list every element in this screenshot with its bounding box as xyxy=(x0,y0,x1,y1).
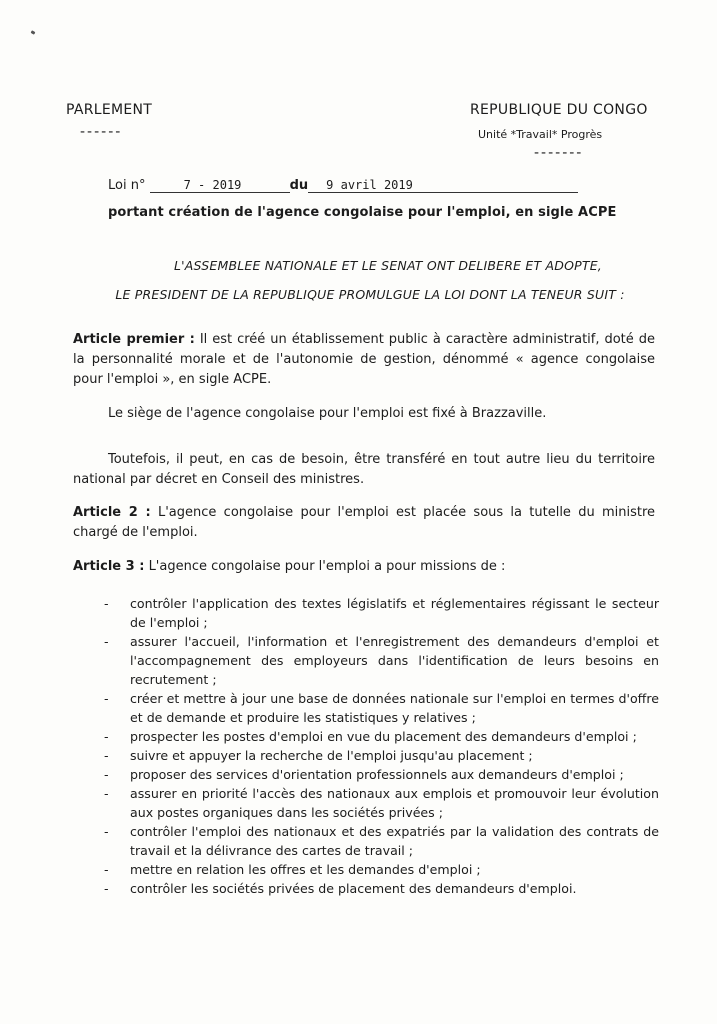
article-1-label: Article premier : xyxy=(73,332,195,347)
law-date: 9 avril 2019 xyxy=(308,178,578,193)
law-subtitle: portant création de l'agence congolaise pour l'emploi, en sigle ACPE xyxy=(108,205,617,220)
preamble-line-2: LE PRESIDENT DE LA REPUBLIQUE PROMULGUE LA LOI DONT LA TENEUR SUIT : xyxy=(115,287,625,302)
parliament-title: PARLEMENT xyxy=(66,102,153,118)
list-item: - suivre et appuyer la recherche de l'emploi jusqu'au placement ; xyxy=(104,748,533,763)
list-item: - contrôler l'application des textes législatifs et réglementaires régissant le secteur de l'emploi ; xyxy=(104,596,659,630)
republic-header xyxy=(470,102,670,161)
bullet-dash: - xyxy=(104,786,109,801)
missions-list xyxy=(104,594,659,898)
parliament-header xyxy=(66,102,152,140)
article-3-text: L'agence congolaise pour l'emploi a pour missions de : xyxy=(148,559,506,574)
republic-motto: Unité *Travail* Progrès xyxy=(478,128,603,141)
parliament-dashes: ------ xyxy=(80,124,123,140)
article-3-label: Article 3 : xyxy=(73,559,145,574)
bullet-dash: - xyxy=(104,596,109,611)
article-2-label: Article 2 : xyxy=(73,505,151,520)
bullet-dash: - xyxy=(104,881,109,896)
bullet-dash: - xyxy=(104,691,109,706)
list-item: - mettre en relation les offres et les demandes d'emploi ; xyxy=(104,862,481,877)
law-number: 7 - 2019 xyxy=(150,178,290,193)
republic-dashes: ------- xyxy=(534,145,584,161)
article-1-transfer-paragraph: Toutefois, il peut, en cas de besoin, être transféré en tout autre lieu du territoire national par décret en Conseil des ministres. xyxy=(73,452,655,487)
law-date-prefix: du xyxy=(289,178,309,193)
bullet-dash: - xyxy=(104,748,109,763)
article-1-paragraph xyxy=(73,330,655,390)
list-item: - proposer des services d'orientation professionnels aux demandeurs d'emploi ; xyxy=(104,767,624,782)
list-item: - assurer en priorité l'accès des nationaux aux emplois et promouvoir leur évolution aux postes organiques dans les sociétés privées ; xyxy=(104,786,659,820)
article-2-text: L'agence congolaise pour l'emploi est placée sous la tutelle du ministre chargé de l'emploi. xyxy=(73,505,656,540)
bullet-dash: - xyxy=(104,767,109,782)
list-item: - contrôler les sociétés privées de placement des demandeurs d'emploi. xyxy=(104,881,577,896)
article-3-paragraph xyxy=(73,557,655,577)
list-item: - assurer l'accueil, l'information et l'enregistrement des demandeurs d'emploi et l'accompagnement des employeurs dans l'identification de leurs besoins en recrutement ; xyxy=(104,634,659,687)
law-prefix: Loi n° xyxy=(108,178,146,193)
list-item: - créer et mettre à jour une base de données nationale sur l'emploi en termes d'offre et de demande et produire les statistiques y relatives ; xyxy=(104,691,659,725)
law-number-line xyxy=(108,178,608,193)
article-2-paragraph xyxy=(73,503,655,543)
preamble-line-1: L'ASSEMBLEE NATIONALE ET LE SENAT ONT DELIBERE ET ADOPTE, xyxy=(173,258,602,273)
bullet-dash: - xyxy=(104,729,109,744)
list-item: - contrôler l'emploi des nationaux et des expatriés par la validation des contrats de travail et la délivrance des cartes de travail ; xyxy=(104,824,659,858)
list-item: - prospecter les postes d'emploi en vue du placement des demandeurs d'emploi ; xyxy=(104,729,637,744)
bullet-dash: - xyxy=(104,634,109,649)
bullet-dash: - xyxy=(104,862,109,877)
bullet-dash: - xyxy=(104,824,109,839)
republic-title: REPUBLIQUE DU CONGO xyxy=(470,102,648,118)
article-1-seat-paragraph: Le siège de l'agence congolaise pour l'emploi est fixé à Brazzaville. xyxy=(108,406,547,421)
article-1-text: Il est créé un établissement public à caractère administratif, doté de la personnalité morale et de l'autonomie de gestion, dénommé « agence congolaise pour l'emploi », en sigle ACPE. xyxy=(73,332,655,387)
scan-speck xyxy=(31,30,36,35)
